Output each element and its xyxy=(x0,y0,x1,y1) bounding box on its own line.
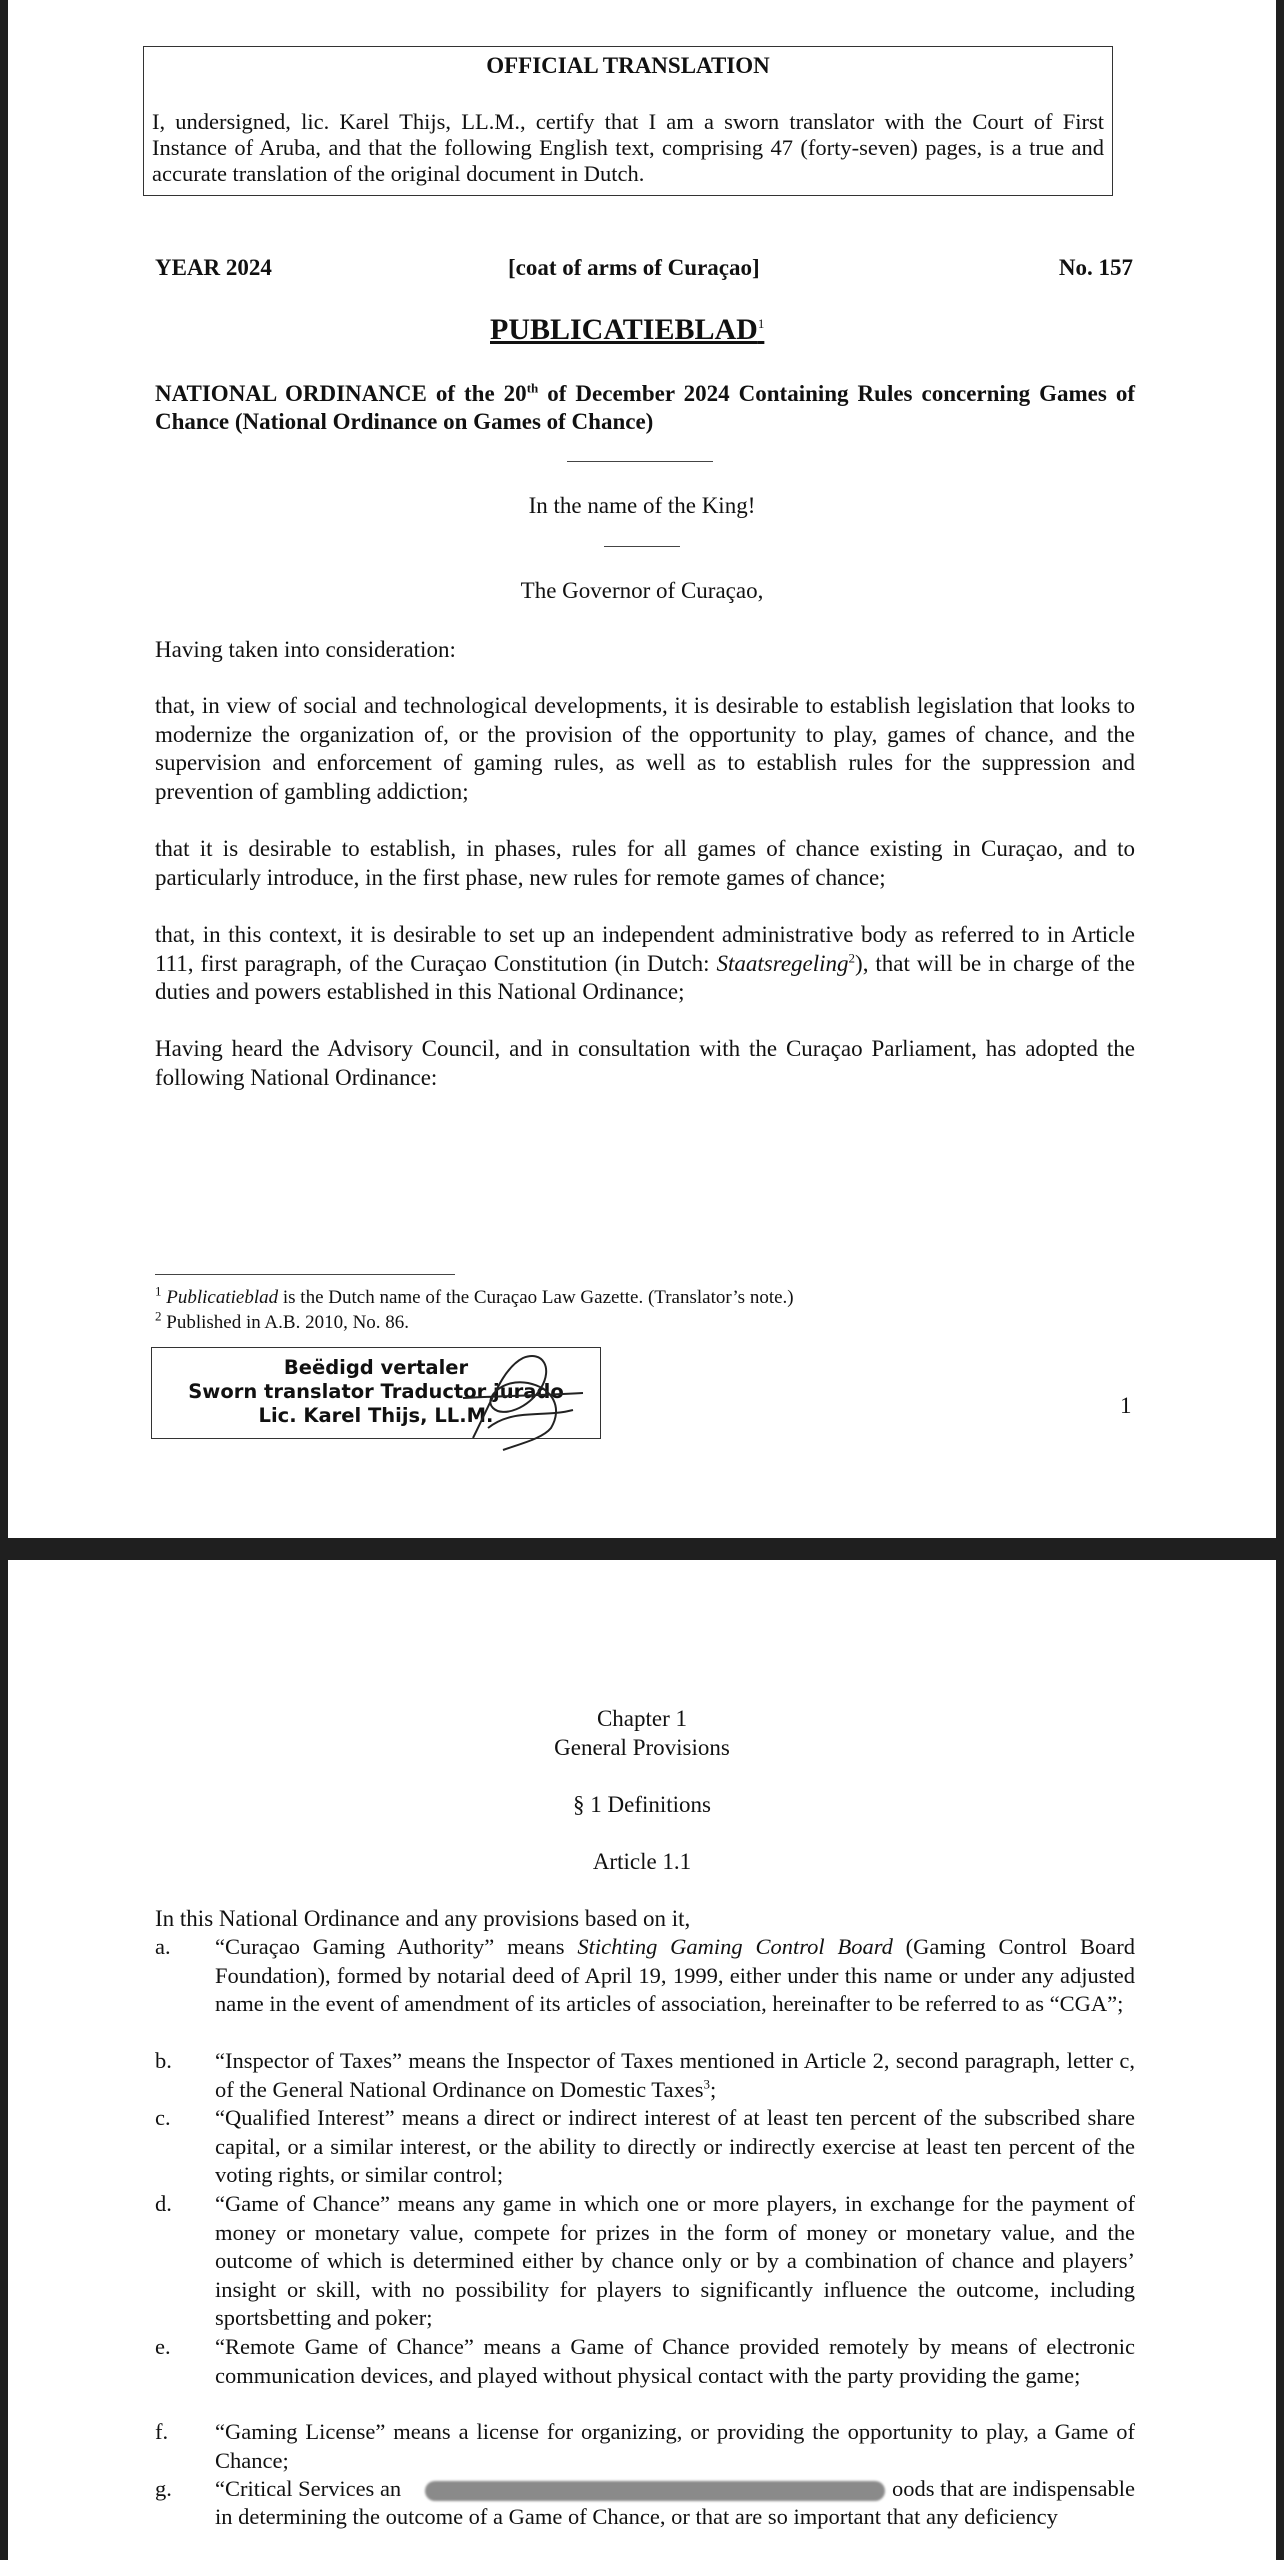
page-number: 1 xyxy=(1120,1393,1132,1418)
item-letter: g. xyxy=(155,2476,172,2501)
signature-icon xyxy=(433,1338,593,1458)
footnote-separator xyxy=(155,1274,455,1275)
publication-title-text: PUBLICATIEBLAD xyxy=(490,313,758,346)
certificate-title: OFFICIAL TRANSLATION xyxy=(486,53,770,78)
divider xyxy=(604,546,680,547)
recital-1: that, in view of social and technological developments, it is desirable to establish legislation that looks to modernize the organization of, or the provision of the opportunity to play, games of chance, and the supervision and enforcement of gaming rules, as well as to establish rules for the suppression and prevention of gambling addiction; xyxy=(155,693,1135,804)
definition-item xyxy=(155,2333,1135,2390)
ordinance-title xyxy=(155,380,1135,436)
document-page-1 xyxy=(8,0,1276,1538)
item-letter: b. xyxy=(155,2048,172,2073)
footnote-2-text: Published in A.B. 2010, No. 86. xyxy=(161,1312,410,1333)
recital-3-italic: Staatsregeling xyxy=(716,950,849,976)
item-text: “Qualified Interest” means a direct or indirect interest of at least ten percent of the subscribed share capital, or a similar interest, or the ability to directly or indirectly exercise at least ten percent of the voting rights, or similar control; xyxy=(215,2105,1135,2187)
item-text: “Game of Chance” means any game in which one or more players, in exchange for the payment of money or monetary value, compete for prizes in the form of money or monetary value, and the outcome of which is determined either by chance only or by a combination of chance and players’ insight or skill, with no possibility for players to significantly influence the outcome, including sportsbetting and poker; xyxy=(215,2191,1135,2330)
header-coat-of-arms: [coat of arms of Curaçao] xyxy=(508,255,760,280)
item-text-a: “Critical Services an xyxy=(215,2476,402,2501)
stamp-line-2: Sworn translator Traductor jurado xyxy=(188,1380,564,1403)
recital-3-b: ), that will be in charge of the duties and powers established in this National Ordinance; xyxy=(155,950,1135,1004)
recital-3-a: that, in this context, it is desirable to set up an independent administrative body as referred to in Article 111, first paragraph, of the Curaçao Constitution (in Dutch: xyxy=(155,922,1135,976)
item-text-italic: Stichting Gaming Control Board xyxy=(577,1934,893,1959)
article-intro: In this National Ordinance and any provisions based on it, xyxy=(155,1906,691,1931)
ordinance-title-sup: th xyxy=(526,380,539,396)
chapter-title: General Provisions xyxy=(554,1735,730,1760)
redaction-overlay xyxy=(425,2481,885,2501)
ordinance-title-b: of December 2024 Containing Rules concerning Games of Chance (National Ordinance on Games of Chance) xyxy=(155,381,1135,434)
item-text: “Gaming License” means a license for organizing, or providing the opportunity to play, a Game of Chance; xyxy=(215,2419,1135,2473)
item-text-b: ; xyxy=(709,2076,717,2102)
footnote-ref-2: 2 xyxy=(848,949,856,965)
divider xyxy=(567,461,713,462)
certificate-text: I, undersigned, lic. Karel Thijs, LL.M., certify that I am a sworn translator with the Court of First Instance of Aruba, and that the following English text, comprising 47 (forty-seven) pages, is a true and accurate translation of the original document in Dutch. xyxy=(152,109,1104,186)
chapter-number: Chapter 1 xyxy=(596,1706,688,1731)
section-heading: § 1 Definitions xyxy=(573,1792,711,1817)
ordinance-title-a: NATIONAL ORDINANCE of the 20 xyxy=(155,381,527,406)
footnote-ref-1: 1 xyxy=(757,316,765,331)
governor-line: The Governor of Curaçao, xyxy=(520,578,764,603)
stamp-line-3: Lic. Karel Thijs, LL.M. xyxy=(258,1404,494,1427)
header-year: YEAR 2024 xyxy=(155,255,272,280)
recital-3 xyxy=(155,921,1135,1007)
item-letter: d. xyxy=(155,2191,172,2216)
adoption-clause: Having heard the Advisory Council, and in consultation with the Curaçao Parliament, has adopted the following National Ordinance: xyxy=(155,1036,1135,1090)
definition-item xyxy=(155,2418,1135,2475)
footnote-2-mark: 2 xyxy=(155,1308,162,1324)
recital-2: that it is desirable to establish, in phases, rules for all games of chance existing in Curaçao, and to particularly introduce, in the first phase, new rules for remote games of chance; xyxy=(155,836,1135,890)
item-text-a: “Curaçao Gaming Authority” means xyxy=(215,1934,578,1959)
item-text xyxy=(215,2475,1135,2532)
article-heading: Article 1.1 xyxy=(592,1849,692,1874)
header-number: No. 157 xyxy=(1058,255,1133,280)
item-text-c: in determining the outcome of a Game of Chance, or that are so important that any deficiency xyxy=(215,2504,1058,2529)
definition-item xyxy=(155,2190,1135,2333)
footnote-1 xyxy=(155,1283,794,1309)
item-letter: a. xyxy=(155,1934,171,1959)
item-text xyxy=(215,2047,1135,2104)
footnote-ref-3: 3 xyxy=(703,2076,710,2091)
footnote-1-italic: Publicatieblad xyxy=(166,1287,279,1308)
item-text-b: oods that are indispensable xyxy=(891,2476,1135,2501)
footnote-2 xyxy=(155,1308,410,1334)
item-letter: f. xyxy=(155,2419,169,2444)
item-text: “Remote Game of Chance” means a Game of Chance provided remotely by means of electronic communication devices, and played without physical contact with the party providing the game; xyxy=(215,2334,1135,2388)
footnote-1-text: is the Dutch name of the Curaçao Law Gazette. (Translator’s note.) xyxy=(278,1287,794,1308)
definition-item xyxy=(155,2047,1135,2104)
publication-title xyxy=(490,312,764,348)
certificate-box xyxy=(143,46,1113,196)
definition-item xyxy=(155,2475,1135,2532)
item-letter: c. xyxy=(155,2105,171,2130)
footnote-1-mark: 1 xyxy=(155,1283,162,1299)
item-text-b: (Gaming Control Board Foundation), formed by notarial deed of April 19, 1999, either under this name or under any adjusted name in the event of amendment of its articles of association, hereinafter to be referred to as “CGA”; xyxy=(215,1934,1135,2016)
definition-item xyxy=(155,1933,1135,2019)
definition-item xyxy=(155,2104,1135,2190)
invocation: In the name of the King! xyxy=(528,493,756,518)
consideration-heading: Having taken into consideration: xyxy=(155,637,456,662)
item-text xyxy=(215,1933,1135,2019)
document-page-2 xyxy=(8,1560,1276,2560)
item-letter: e. xyxy=(155,2334,171,2359)
stamp-line-1: Beëdigd vertaler xyxy=(283,1356,469,1379)
item-text-a: “Inspector of Taxes” means the Inspector of Taxes mentioned in Article 2, second paragraph, letter c, of the General National Ordinance on Domestic Taxes xyxy=(215,2048,1135,2102)
